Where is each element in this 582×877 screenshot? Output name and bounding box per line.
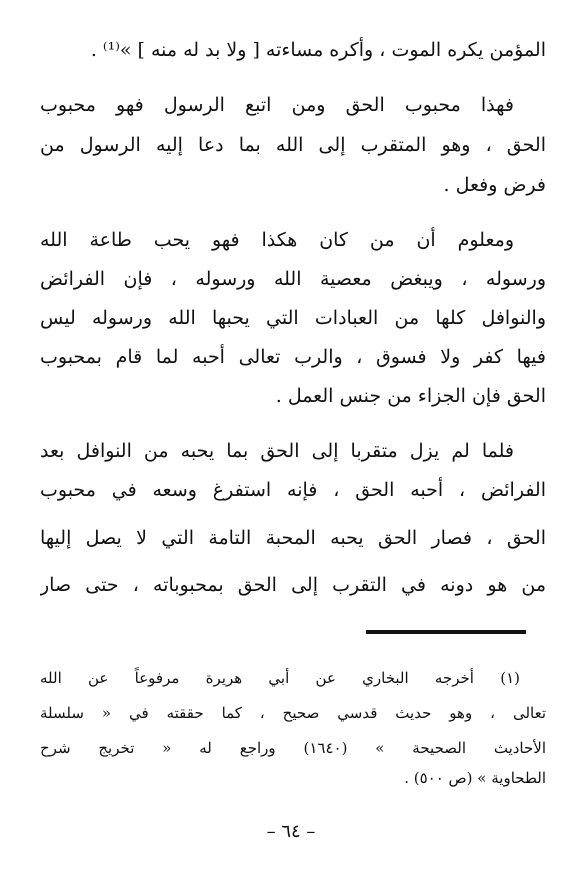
footnote-line: تعالى ، وهو حديث قدسي صحيح ، كما حققته في « سلسلة [40, 704, 546, 722]
body-line: فلما لم يزل متقربا إلى الحق بما يحبه من النوافل بعد [40, 440, 514, 462]
footnote-line: الأحاديث الصحيحة » (١٦٤٠) وراجع له « تخريج شرح [40, 739, 546, 757]
body-line: والنوافل كلها من العبادات التي يحبها الله ورسوله ليس [40, 307, 546, 329]
body-line: ورسوله ، ويبغض معصية الله ورسوله ، فإن الفرائض [40, 268, 546, 290]
body-line: فرض وفعل . [443, 174, 546, 196]
body-line: الفرائض ، أحبه الحق ، فإنه استفرغ وسعه في محبوب [40, 479, 546, 501]
footnote-line: الطحاوية » (ص ٥٠٠) . [404, 769, 546, 787]
body-line: فهذا محبوب الحق ومن اتبع الرسول فهو محبوب [40, 94, 514, 116]
body-line: من هو دونه في التقرب إلى الحق بمحبوباته ، حتى صار [40, 574, 546, 596]
body-line: المؤمن يكره الموت ، وأكره مساءته [ ولا بد له منه ] »⁽¹⁾ . [90, 39, 546, 61]
footnote-line: (١) أخرجه البخاري عن أبي هريرة مرفوعاً عن الله [40, 669, 520, 687]
body-line: الحق فإن الجزاء من جنس العمل . [275, 385, 546, 407]
body-line: ومعلوم أن من كان هكذا فهو يحب طاعة الله [40, 229, 514, 251]
body-line: الحق ، فصار الحق يحبه المحبة التامة التي لا يصل إليها [40, 527, 546, 549]
footnote-separator [366, 630, 526, 634]
body-line: فيها كفر ولا فسوق ، والرب تعالى أحبه لما قام بمحبوب [40, 346, 546, 368]
body-line: الحق ، وهو المتقرب إلى الله بما دعا إليه الرسول من [40, 134, 546, 156]
page-number: – ٦٤ – [266, 821, 316, 842]
